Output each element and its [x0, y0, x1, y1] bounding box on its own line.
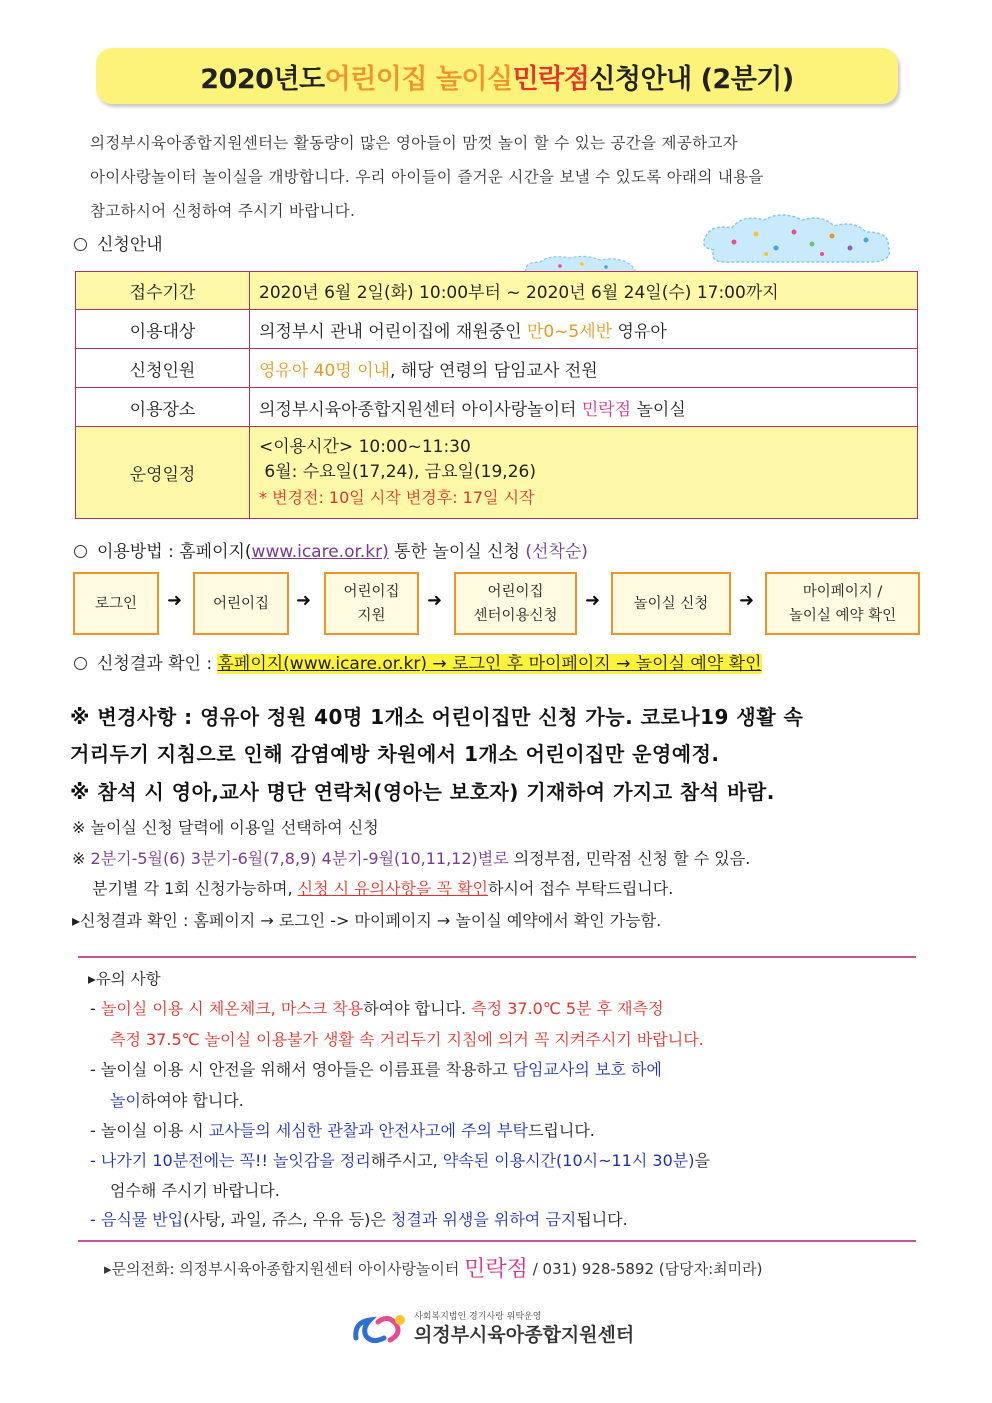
care-text: 하여야 합니다. [363, 999, 472, 1018]
care-text: 됩니다. [576, 1210, 628, 1229]
row-value-place [250, 388, 918, 427]
notice-change-2: 거리두기 지침으로 인해 감염예방 차원에서 1개소 어린이집만 운영예정. [70, 742, 720, 766]
table-row [76, 272, 918, 310]
divider-bottom [78, 1240, 916, 1242]
row-value-capacity [250, 349, 918, 388]
notice-calendar: ※ 놀이실 신청 달력에 이용일 선택하여 신청 [72, 818, 379, 837]
arrow-right-icon: ➜ [167, 590, 183, 611]
step-daycare [193, 572, 289, 635]
circle-icon [74, 238, 87, 251]
care-blue: 나가기 10분전에는 꼭!! 놀잇감을 정리 [100, 1151, 371, 1170]
care-line-8 [90, 1205, 628, 1235]
care-line-4 [110, 1086, 244, 1116]
once-text: 분기별 각 1회 신청가능하며, [92, 879, 298, 898]
step-label: 지원 [357, 607, 386, 624]
table-row [76, 388, 918, 427]
notice-attendance: ※ 참석 시 영아,교사 명단 연락처(영아는 보호자) 기재하여 가지고 참석 바람. [70, 780, 775, 804]
care-red: 놀이실 이용 시 체온체크, 마스크 착용 [100, 999, 364, 1018]
care-line-3 [90, 1055, 662, 1085]
title-highlight-red: 민락점 [512, 63, 590, 95]
care-line-5 [90, 1116, 595, 1146]
page-title [96, 48, 898, 104]
step-label: 어린이집 [343, 583, 400, 600]
title-suffix: 신청안내 (2분기) [589, 63, 794, 95]
contact-phone: / 031) 928-5892 (담당자:최미라) [527, 1260, 763, 1278]
target-age-highlight: 만0~5세반 [526, 321, 613, 342]
care-blue: 담임교사의 보호 하에 [512, 1060, 662, 1079]
divider-top [78, 956, 916, 958]
cloud-decoration-icon [694, 210, 904, 270]
schedule-days: 6월: 수요일(17,24), 금요일(19,26) [259, 462, 536, 482]
contact-info [104, 1252, 762, 1283]
capacity-highlight: 영유아 40명 이내 [259, 360, 390, 381]
small-cloud-icon [520, 254, 640, 272]
notice-result-check: ▸신청결과 확인 : 홈페이지 → 로그인 -> 마이페이지 → 놀이실 예약에서 확인 가능함. [72, 911, 662, 930]
care-dash: - [90, 1151, 101, 1170]
intro-line: 아이사랑놀이터 놀이실을 개방합니다. 우리 아이들이 즐거운 시간을 보낼 수 있도록 아래의 내용을 [90, 168, 764, 186]
care-text: 을 [694, 1151, 710, 1170]
table-row [76, 349, 918, 388]
section-apply-label: 신청안내 [97, 235, 163, 255]
notice-change-1: ※ 변경사항 : 영유아 정원 40명 1개소 어린이집만 신청 가능. 코로나19 생활 속 [70, 705, 804, 729]
quarter-highlight: 2분기-5월(6) 3분기-6월(7,8,9) 4분기-9월(10,11,12)별로 [90, 849, 509, 868]
care-dash: - [90, 1210, 101, 1229]
care-blue: 청결과 위생을 위하여 금지 [390, 1210, 577, 1229]
circle-icon [74, 657, 87, 670]
method-note: (선착순) [525, 542, 588, 562]
schedule-time: <이용시간> 10:00~11:30 [259, 437, 471, 457]
once-highlight: 신청 시 유의사항을 꼭 확인 [297, 879, 489, 898]
step-daycare-support [324, 572, 419, 635]
notice-once [92, 876, 673, 899]
title-year: 2020년도 [200, 63, 325, 95]
care-blue: 놀이 [110, 1091, 141, 1110]
row-head-target: 이용대상 [76, 310, 250, 349]
schedule-change-note: * 변경전: 10일 시작 변경후: 17일 시작 [259, 488, 535, 507]
care-line-1 [90, 994, 664, 1024]
step-mypage-confirm [765, 572, 920, 635]
arrow-right-icon: ➜ [427, 590, 443, 611]
place-text: 의정부시육아종합지원센터 아이사랑놀이터 [259, 399, 582, 420]
method-text: 통한 놀이실 신청 [388, 542, 526, 562]
step-label: 센터이용신청 [473, 607, 558, 624]
center-logo [352, 1308, 652, 1348]
care-red: 측정 37.0℃ 5분 후 재측정 [471, 999, 664, 1018]
table-row [76, 310, 918, 349]
row-head-period: 접수기간 [76, 272, 250, 310]
step-login [73, 572, 159, 635]
care-heading: ▸유의 사항 [88, 970, 161, 988]
method-line [74, 537, 588, 562]
care-blue: 교사들의 세심한 관찰과 안전사고에 주의 부탁 [208, 1121, 528, 1140]
step-label: 놀이실 예약 확인 [788, 607, 897, 624]
care-blue: 음식물 반입 [100, 1210, 184, 1229]
homepage-link[interactable]: www.icare.or.kr) [251, 542, 389, 562]
care-text: 하여야 합니다. [140, 1091, 244, 1110]
contact-text: ▸문의전화: 의정부시육아종합지원센터 아이사랑놀이터 [104, 1260, 465, 1278]
care-line-2: 측정 37.5℃ 놀이실 이용불가 생활 속 거리두기 지침에 의거 꼭 지켜주시기 바랍니다. [110, 1030, 704, 1049]
step-playroom-apply [611, 572, 731, 635]
row-value-schedule [250, 427, 918, 519]
target-text: 의정부시 관내 어린이집에 재원중인 [259, 321, 527, 342]
row-value-period: 2020년 6월 2일(화) 10:00부터 ~ 2020년 6월 24일(수) 17:00까지 [250, 272, 918, 310]
arrow-right-icon: ➜ [585, 590, 601, 611]
row-value-target [250, 310, 918, 349]
result-path: 홈페이지(www.icare.or.kr) → 로그인 후 마이페이지 → 놀이실 예약 확인 [217, 654, 762, 674]
care-text: 해주시고, [370, 1151, 443, 1170]
step-label: 어린이집 [212, 595, 270, 612]
contact-branch: 민락점 [464, 1257, 528, 1282]
care-text: - 놀이실 이용 시 [90, 1121, 209, 1140]
step-label: 로그인 [94, 595, 138, 612]
care-line-7: 엄수해 주시기 바랍니다. [110, 1181, 280, 1200]
result-line [74, 649, 762, 674]
row-head-schedule: 운영일정 [76, 427, 250, 519]
info-table [75, 271, 918, 519]
logo-name: 의정부시육아종합지원센터 [414, 1324, 635, 1346]
care-text: 드립니다. [527, 1121, 595, 1140]
step-label: 마이페이지 / [802, 583, 883, 600]
step-label: 어린이집 [487, 583, 544, 600]
result-label: 신청결과 확인 : [97, 654, 218, 674]
arrow-right-icon: ➜ [296, 590, 312, 611]
intro-line: 참고하시어 신청하여 주시기 바랍니다. [90, 202, 356, 220]
circle-icon [74, 545, 87, 558]
care-dash: - [90, 999, 101, 1018]
place-suffix: 놀이실 [631, 399, 686, 420]
place-highlight: 민락점 [581, 399, 632, 420]
capacity-text: , 해당 연령의 담임교사 전원 [389, 360, 598, 381]
care-text: - 놀이실 이용 시 안전을 위해서 영아들은 이름표를 착용하고 [90, 1060, 513, 1079]
step-center-apply [454, 572, 577, 635]
section-apply-heading [74, 230, 163, 255]
step-label: 놀이실 신청 [633, 595, 709, 612]
care-line-6 [90, 1146, 710, 1176]
title-highlight-orange: 어린이집 놀이실 [324, 63, 513, 95]
logo-subtitle: 사회복지법인 경기사랑 위탁운영 [414, 1312, 542, 1322]
center-logo-icon [352, 1312, 408, 1346]
quarter-text: 의정부점, 민락점 신청 할 수 있음. [508, 849, 751, 868]
once-suffix: 하시어 접수 부탁드립니다. [488, 879, 674, 898]
target-suffix: 영유아 [612, 321, 667, 342]
notice-quarter [72, 846, 750, 869]
row-head-place: 이용장소 [76, 388, 250, 427]
care-text: (사탕, 과일, 쥬스, 우유 등)은 [183, 1210, 391, 1229]
care-blue: 약속된 이용시간(10시~11시 30분) [442, 1151, 695, 1170]
notice-mark: ※ [72, 849, 91, 868]
table-row [76, 427, 918, 519]
intro-line: 의정부시육아종합지원센터는 활동량이 많은 영아들이 맘껏 놀이 할 수 있는 공간을 제공하고자 [90, 134, 738, 152]
row-head-capacity: 신청인원 [76, 349, 250, 388]
arrow-right-icon: ➜ [739, 590, 755, 611]
method-label: 이용방법 : 홈페이지( [97, 542, 252, 562]
